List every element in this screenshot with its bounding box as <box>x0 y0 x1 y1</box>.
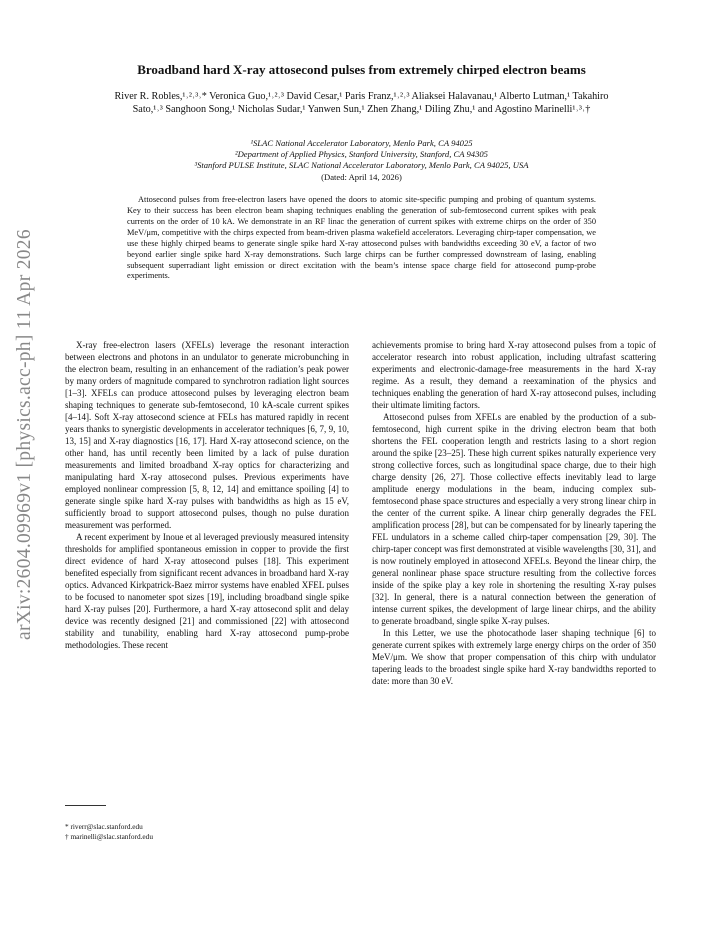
paragraph: Attosecond pulses from XFELs are enabled by the production of a sub-femtosecond, high current spike in the driving electron beam that both shortens the FEL cooperation length and restricts lasing to a short region around the spike [23–25]. These high current spikes naturally experience very strong collective forces, such as longitudinal space charge, due to their high charge density [26, 27]. Those collective effects inevitably lead to large amplitude energy modulations in the beam, inducing complex sub-femtosecond phase space structures and especially a very strong linear chirp in the center of the current spike. A linear chirp generally degrades the FEL amplification process [28], but can be compensated for by linearly tapering the FEL undulators in a scheme called chirp-taper compensation [29, 30]. The chirp-taper concept was first demonstrated at visible wavelengths [30, 31], and is now routinely employed in attosecond XFELs. Beyond the linear chirp, the general nonlinear phase space structure resulting from the collective forces inside of the spike play a key role in shortening the resulting X-ray pulses [32]. In general, there is a natural connection between the generation of intense current spikes, the development of large linear chirps, and the ability to generate broadband, single spike X-ray pulses. <box>372 412 656 626</box>
author-list: River R. Robles,¹˒²˒³˒* Veronica Guo,¹˒²˒³ David Cesar,¹ Paris Franz,¹˒²˒³ Aliaksei Halavanau,¹ Alberto Lutman,¹ Takahiro Sato,¹˒³ Sanghoon Song,¹ Nicholas Sudar,¹ Yanwen Sun,¹ Zhen Zhang,¹ Diling Zhu,¹ and Agostino Marinelli¹˒³˒† <box>114 91 609 116</box>
affiliation-3: ³Stanford PULSE Institute, SLAC National Accelerator Laboratory, Menlo Park, CA 94025, USA <box>194 160 529 171</box>
paper-title: Broadband hard X-ray attosecond pulses from extremely chirped electron beams <box>137 62 586 77</box>
footnotes <box>65 822 349 843</box>
date-line: (Dated: April 14, 2026) <box>321 171 402 182</box>
footnote-divider <box>65 805 106 806</box>
affiliation-2: ²Department of Applied Physics, Stanford University, Stanford, CA 94305 <box>235 149 488 160</box>
affiliation-1: ¹SLAC National Accelerator Laboratory, Menlo Park, CA 94025 <box>250 138 473 148</box>
paragraph: A recent experiment by Inoue et al leveraged previously measured intensity thresholds for amplified spontaneous emission in copper to provide the first direct evidence of hard X-ray attosecond pulses [18]. This experiment benefited especially from significant recent advances in broadband hard X-ray optics. Advanced Kirkpatrick-Baez mirror systems have enabled XFEL pulses to be focused to nanometer spot sizes [19], including broadband single spike hard X-ray pulses [20]. Furthermore, a hard X-ray attosecond split and delay device was recently designed [21] and commissioned [22] with attosecond stability and tunability, enabling hard X-ray attosecond pump-probe methodologies. These recent <box>65 532 349 650</box>
arxiv-identifier-stamp: arXiv:2604.09969v1 [physics.acc-ph] 11 Apr 2026 <box>14 229 35 640</box>
paragraph: In this Letter, we use the photocathode laser shaping technique [6] to generate current spikes with extremely large energy chirps on the order of 350 MeV/μm. We show that proper compensation of this chirp with undulator tapering leads to the broadest single spike hard X-ray bandwidths reported to date: more than 30 eV. <box>372 628 656 686</box>
paragraph: X-ray free-electron lasers (XFELs) leverage the resonant interaction between electrons and photons in an undulator to generate microbunching in the electron beam, resulting in an enhancement of the radiation’s peak power by many orders of magnitude compared to synchrotron radiation light sources [1–3]. XFELs can produce attosecond pulses by leveraging electron beam shaping techniques to generate sub-femtosecond, 10 kA-scale current spikes [4–14]. Soft X-ray attosecond science at FELs has matured rapidly in recent years thanks to synergistic developments in accelerator techniques [6, 7, 9, 10, 13, 15] and X-ray diagnostics [16, 17]. Hard X-ray attosecond science, on the other hand, has until recently been limited by a lack of pulse duration measurements and limited broadband X-ray optics for characterizing and manipulating hard X-ray attosecond pulses. Previous experiments have employed nonlinear compression [5, 8, 12, 14] and emittance spoiling [4] to generate single spike hard X-ray pulses with bandwidths as high as 15 eV, sufficiently broad to support attosecond pulses, though no pulse duration measurement was performed. <box>65 340 349 530</box>
footnote-email-2: † marinelli@slac.stanford.edu <box>65 832 153 842</box>
body-column-right <box>372 339 656 687</box>
abstract: Attosecond pulses from free-electron lasers have opened the doors to atomic site-specific pumping and probing of quantum systems. Key to their success has been electron beam shaping techniques enabling the generation of sub-femtosecond current spikes with peak currents on the order of 10 kA. We demonstrate in an RF linac the generation of current spikes with extreme chirps on the order of 350 MeV/μm, competitive with the chirps expected from beam-driven plasma wakefield accelerators. Leveraging chirp-taper compensation, we use these highly chirped beams to generate single spike hard X-ray attosecond pulses with bandwidths exceeding 30 eV, a factor of two beyond earlier single spike hard X-ray demonstrations. Such large chirps can be further compressed downstream of lasing, enabling subsequent superradiant light emission or direct excitation with the beam’s intense space charge field for attosecond pump-probe experiments. <box>127 195 596 281</box>
affiliations <box>60 138 663 183</box>
footnote-email-1: * riverr@slac.stanford.edu <box>65 822 143 831</box>
body-column-left <box>65 339 349 651</box>
paragraph: achievements promise to bring hard X-ray attosecond pulses from a topic of accelerator research into robust application, including ultrafast scattering experiments and electronic-damage-free measurements in the hard X-ray regime. As a result, they demand a reexamination of the physics and techniques enabling the generation of hard X-ray attosecond pulses, including their ultimate limiting factors. <box>372 340 656 410</box>
